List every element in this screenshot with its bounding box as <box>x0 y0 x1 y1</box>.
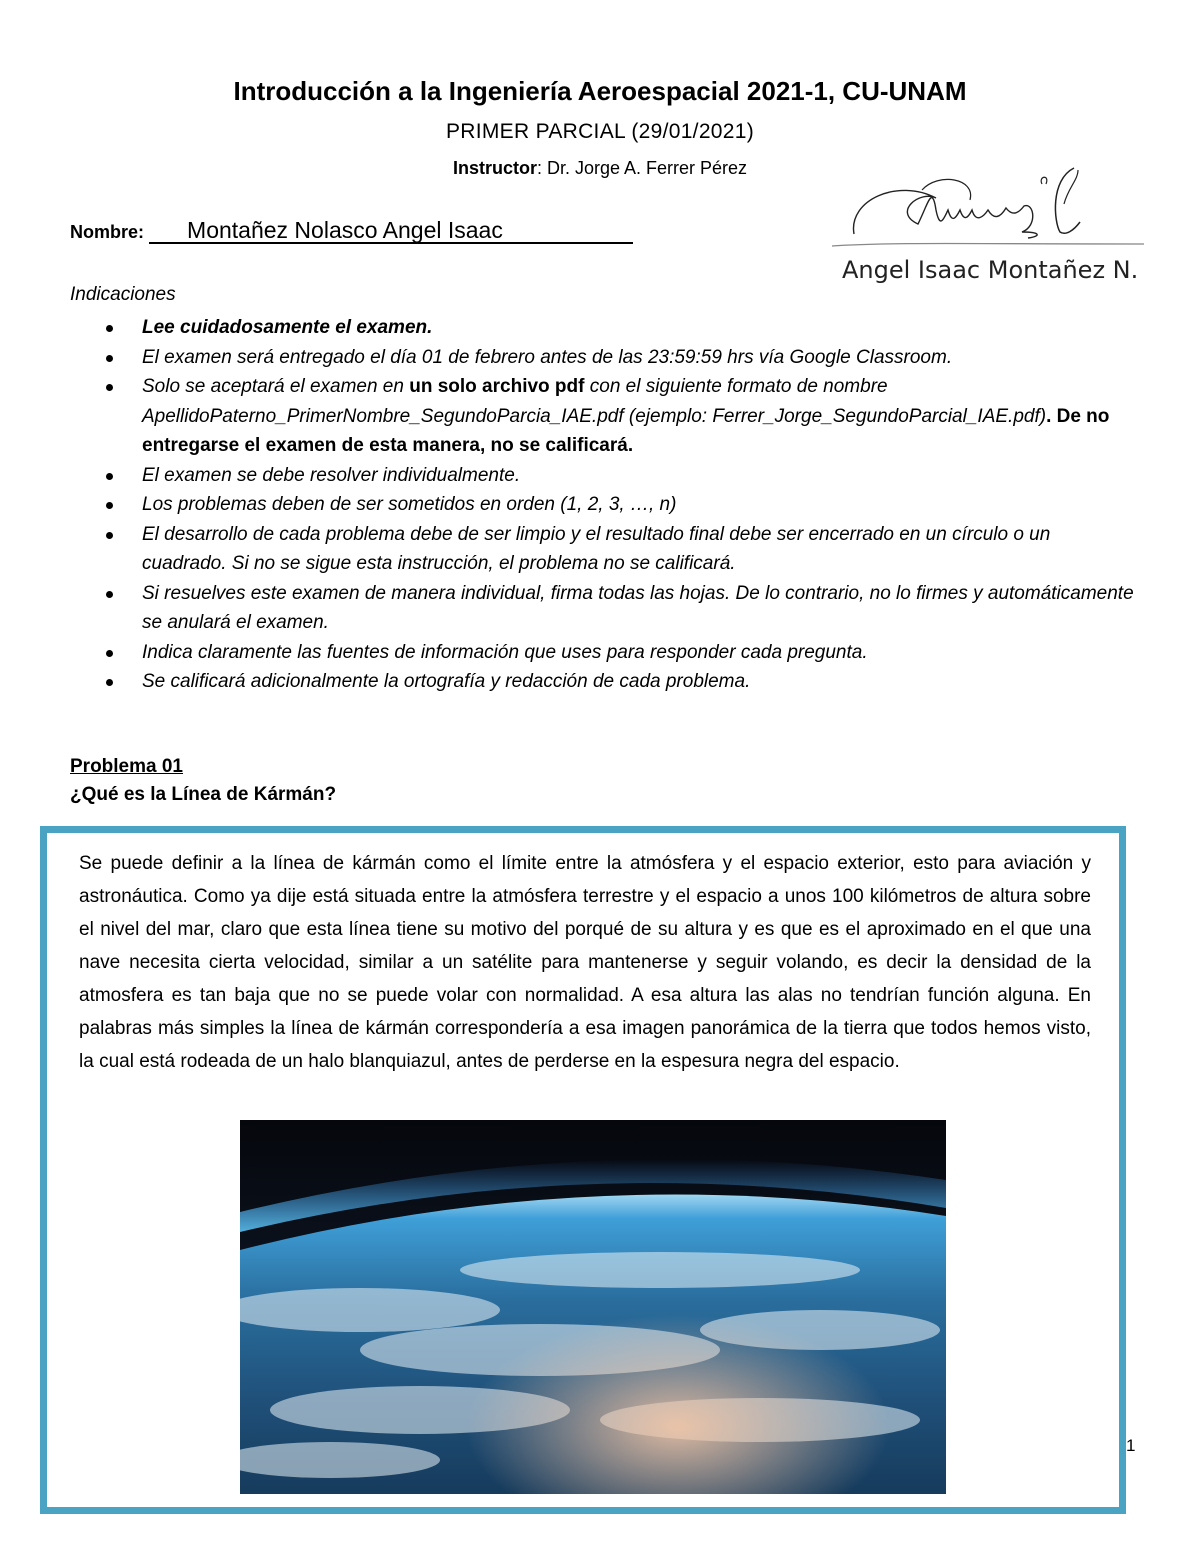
instruction-text: Se calificará adicionalmente la ortografía y redacción de cada problema. <box>142 671 751 692</box>
instruction-text: con el siguiente formato de nombre ApellidoPaterno_PrimerNombre_SegundoParcia_IAE.pdf (ejemplo: Ferrer_Jorge_SegundoParcial_IAE.pdf) <box>142 376 1047 427</box>
instruction-text: El desarrollo de cada problema debe de ser limpio y el resultado final debe ser encerrado en un círculo o un cuadrado. Si no se sigue esta instrucción, el problema no se calificará. <box>142 523 1051 574</box>
instruction-item <box>70 490 1140 520</box>
signature-printed-name: Angel Isaac Montañez N. <box>842 256 1139 284</box>
instruction-item <box>70 461 1140 491</box>
page-number: 1 <box>1126 1436 1136 1455</box>
instruction-text: Indica claramente las fuentes de información que uses para responder cada pregunta. <box>142 641 868 663</box>
handwritten-signature <box>828 160 1146 308</box>
instructor-label: Instructor <box>452 158 537 178</box>
student-name-row <box>70 218 633 244</box>
document-title: Introducción a la Ingeniería Aeroespacial 2021-1, CU-UNAM <box>233 76 967 106</box>
instruction-item <box>70 343 1140 373</box>
instructions-list <box>70 313 1140 697</box>
instructor-value: : Dr. Jorge A. Ferrer Pérez <box>536 158 748 178</box>
instruction-item <box>70 638 1140 668</box>
earth-from-space-image <box>240 1120 946 1494</box>
instructions-label: Indicaciones <box>70 284 176 305</box>
instruction-item <box>70 579 1140 638</box>
instruction-emphasis: un solo archivo pdf <box>409 376 585 397</box>
answer-box <box>40 826 1126 1514</box>
instruction-text: Lee cuidadosamente el examen. <box>142 317 433 338</box>
exam-subtitle: PRIMER PARCIAL (29/01/2021) <box>445 120 755 143</box>
name-label: Nombre: <box>70 222 145 242</box>
problem-question: ¿Qué es la Línea de Kármán? <box>70 784 337 805</box>
student-name: Montañez Nolasco Angel Isaac <box>149 218 633 244</box>
instruction-text: Solo se aceptará el examen en <box>142 376 410 397</box>
problem-heading: Problema 01 <box>70 756 183 777</box>
instruction-item <box>70 667 1140 697</box>
instruction-item <box>70 520 1140 579</box>
instruction-warning: . De no entregarse el examen de esta manera, no se calificará. <box>142 405 1110 456</box>
answer-text: Se puede definir a la línea de kármán como el límite entre la atmósfera y el espacio exterior, esto para aviación y astronáutica. Como ya dije está situada entre la atmósfera terrestre y el espacio a unos 100 kilómetros de altura sobre el nivel del mar, claro que esta línea tiene su motivo del porqué de su altura y es que es el aproximado en el que una nave necesita cierta velocidad, similar a un satélite para mantenerse y seguir volando, es decir la densidad de la atmosfera es tan baja que no se puede volar con normalidad. A esa altura las alas no tendrían función alguna. En palabras más simples la línea de kármán correspondería a esa imagen panorámica de la tierra que todos hemos visto, la cual está rodeada de un halo blanquiazul, antes de perderse en la espesura negra del espacio. <box>79 853 1091 1072</box>
instruction-item <box>70 372 1140 461</box>
instruction-text: El examen se debe resolver individualmente. <box>142 464 521 486</box>
instruction-text: Los problemas deben de ser sometidos en orden (1, 2, 3, …, n) <box>142 494 677 515</box>
instruction-item <box>70 313 1140 343</box>
instruction-text: El examen será entregado el día 01 de febrero antes de las 23:59:59 hrs vía Google Classroom. <box>142 346 953 368</box>
instruction-text: Si resuelves este examen de manera individual, firma todas las hojas. De lo contrario, no lo firmes y automáticamente se anulará el examen. <box>142 582 1134 633</box>
